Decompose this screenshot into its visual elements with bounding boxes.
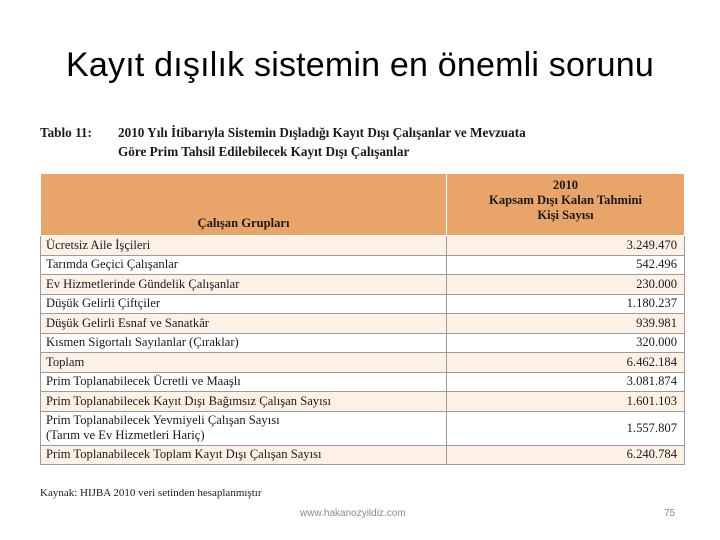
- row-value: 1.180.237: [447, 294, 685, 314]
- row-label-line2: (Tarım ve Ev Hizmetleri Hariç): [46, 428, 205, 442]
- table-header-row: [41, 174, 685, 236]
- table-caption-line1: 2010 Yılı İtibarıyla Sistemin Dışladığı Kayıt Dışı Çalışanlar ve Mevzuata: [118, 125, 526, 140]
- row-label: Düşük Gelirli Esnaf ve Sanatkâr: [41, 314, 447, 334]
- header-estimate-line2: Kişi Sayısı: [537, 208, 594, 222]
- row-value: 1.601.103: [447, 392, 685, 412]
- table-row: [41, 392, 685, 412]
- row-label: Tarımda Geçici Çalışanlar: [41, 255, 447, 275]
- page-number: 75: [664, 508, 676, 519]
- row-value: 939.981: [447, 314, 685, 334]
- header-year: 2010: [552, 178, 579, 192]
- row-value: 320.000: [447, 333, 685, 353]
- row-value: 6.462.184: [447, 353, 685, 373]
- row-label: Ücretsiz Aile İşçileri: [41, 236, 447, 256]
- row-label: Düşük Gelirli Çiftçiler: [41, 294, 447, 314]
- table-caption-line2: Göre Prim Tahsil Edilebilecek Kayıt Dışı Çalışanlar: [118, 144, 410, 159]
- header-estimate: [447, 174, 685, 236]
- row-value: 542.496: [447, 255, 685, 275]
- table-row: [41, 411, 685, 445]
- row-value: 3.081.874: [447, 372, 685, 392]
- table-row: [41, 372, 685, 392]
- table-row: [41, 314, 685, 334]
- row-label: Kısmen Sigortalı Sayılanlar (Çıraklar): [41, 333, 447, 353]
- row-value: 1.557.807: [447, 411, 685, 445]
- table-row: [41, 255, 685, 275]
- row-label: Prim Toplanabilecek Ücretli ve Maaşlı: [41, 372, 447, 392]
- header-estimate-line1: Kapsam Dışı Kalan Tahmini: [489, 193, 642, 207]
- row-value: 6.240.784: [447, 445, 685, 465]
- table-row: [41, 275, 685, 295]
- table-row: [41, 236, 685, 256]
- table-caption-label: Tablo 11:: [40, 125, 92, 140]
- header-employee-groups: Çalışan Grupları: [41, 174, 447, 236]
- data-table: [40, 173, 685, 465]
- row-label: [41, 411, 447, 445]
- row-label-line1: Prim Toplanabilecek Yevmiyeli Çalışan Sayısı: [46, 413, 280, 427]
- footer-url: www.hakanozyildiz.com: [300, 508, 406, 519]
- row-label: Prim Toplanabilecek Kayıt Dışı Bağımsız Çalışan Sayısı: [41, 392, 447, 412]
- slide-title: Kayıt dışılık sistemin en önemli sorunu: [66, 46, 654, 84]
- table-row: [41, 294, 685, 314]
- row-value: 3.249.470: [447, 236, 685, 256]
- row-value: 230.000: [447, 275, 685, 295]
- table-row: [41, 445, 685, 465]
- table-row: [41, 353, 685, 373]
- row-label: Ev Hizmetlerinde Gündelik Çalışanlar: [41, 275, 447, 295]
- table-source-note: Kaynak: HIJBA 2010 veri setinden hesaplanmıştır: [40, 487, 262, 499]
- row-label: Toplam: [41, 353, 447, 373]
- row-label: Prim Toplanabilecek Toplam Kayıt Dışı Çalışan Sayısı: [41, 445, 447, 465]
- table-row: [41, 333, 685, 353]
